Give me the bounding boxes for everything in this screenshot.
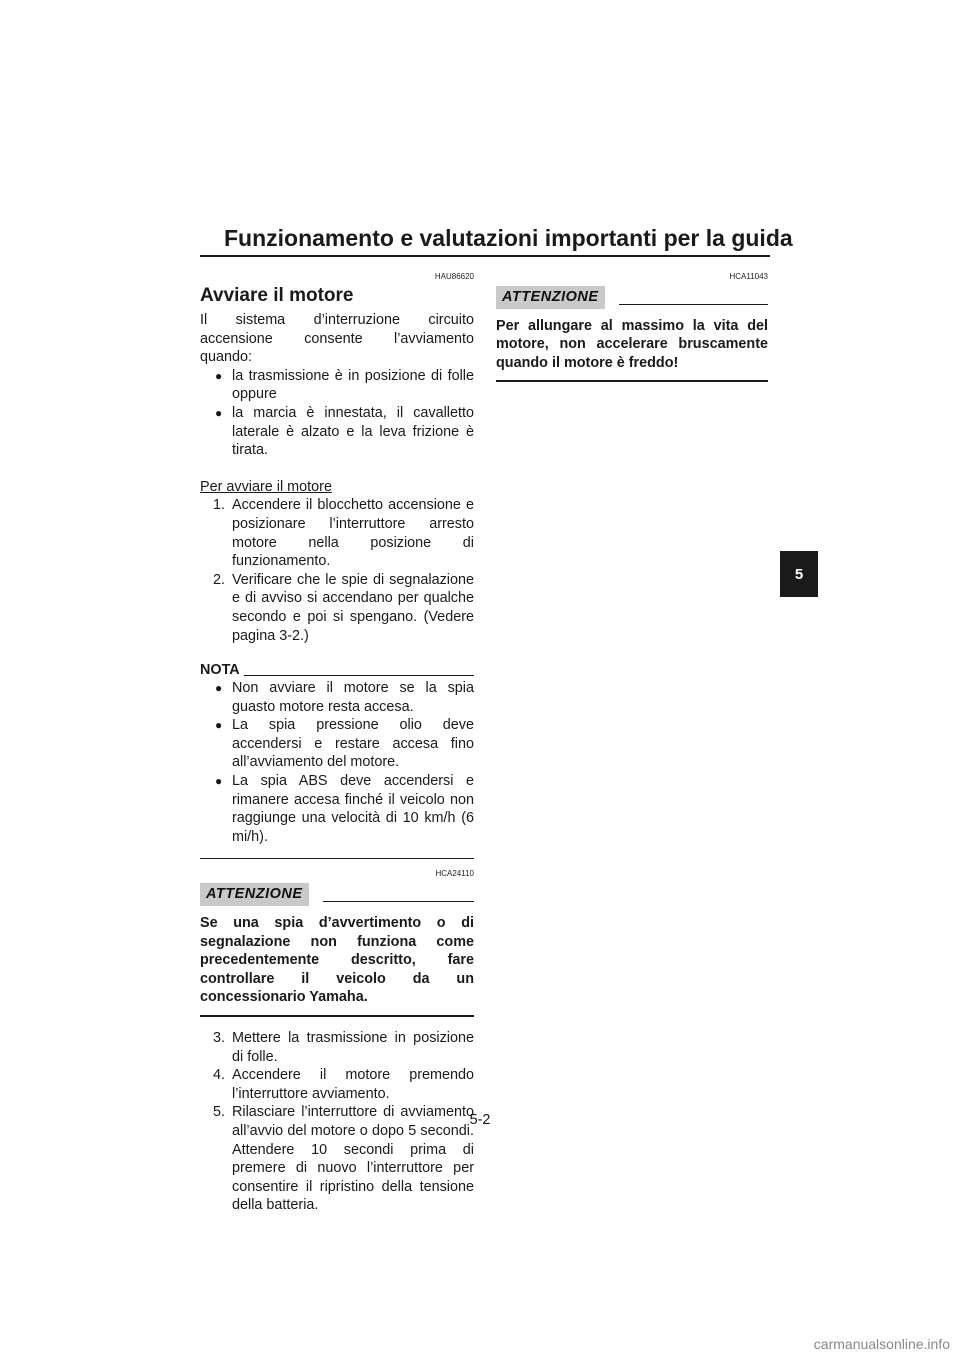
procedure-heading: Per avviare il motore xyxy=(200,478,332,495)
caution-code: HCA24110 xyxy=(435,869,474,879)
nota-label: NOTA xyxy=(200,662,240,679)
section-title: Avviare il motore xyxy=(200,285,354,306)
list-item xyxy=(200,772,474,846)
caution-text: Per allungare al massimo la vita del motore, non accelerare bruscamente quando il motore è freddo! xyxy=(496,317,768,371)
caution-header xyxy=(200,883,474,906)
right-column xyxy=(496,270,768,382)
bullet-icon: ● xyxy=(215,368,223,383)
step-text: Rilasciare l’interruttore di avviamento all’avvio del motore o dopo 5 secondi. Attendere 10 secondi prima di premere di nuovo l’interruttore per consentire il ripristino della tensione della batteria. xyxy=(232,1104,474,1214)
caution-header xyxy=(496,286,768,309)
list-item xyxy=(200,367,474,404)
bullet-icon: ● xyxy=(215,681,223,696)
steps-list-a xyxy=(200,496,474,645)
page-number: 5-2 xyxy=(469,1112,491,1128)
list-item-text: Non avviare il motore se la spia guasto motore resta accesa. xyxy=(232,680,474,715)
caution-label: ATTENZIONE xyxy=(496,286,605,309)
bullet-icon: ● xyxy=(215,718,223,733)
nota-end-rule xyxy=(200,858,474,859)
bullet-icon: ● xyxy=(215,405,223,420)
nota-list xyxy=(200,679,474,846)
list-item xyxy=(200,679,474,716)
nota-header xyxy=(200,661,474,679)
list-item-text: la marcia è innestata, il cavalletto laterale è alzato e la leva frizione è tirata. xyxy=(232,404,474,459)
step-number: 1. xyxy=(213,497,226,514)
nota-rule xyxy=(244,675,474,676)
caution-rule-top xyxy=(323,901,474,902)
caution-text: Se una spia d’avvertimento o di segnalazione non funziona come precedentemente descritto, fare controllare il veicolo da un concessionario Yamaha. xyxy=(200,915,474,1006)
step-number: 5. xyxy=(213,1104,226,1121)
caution-code: HCA11043 xyxy=(729,272,768,281)
caution-rule-bottom xyxy=(496,380,768,382)
chapter-tab: 5 xyxy=(780,551,818,597)
watermark: carmanualsonline.info xyxy=(813,1336,950,1352)
header-rule xyxy=(200,255,770,257)
section-code: HAU86620 xyxy=(434,272,474,281)
list-item-text: La spia ABS deve accendersi e rimanere accesa finché il veicolo non raggiunge una velocità di 10 km/h (6 mi/h). xyxy=(232,773,474,845)
condition-list xyxy=(200,367,474,460)
caution-label: ATTENZIONE xyxy=(200,883,309,906)
list-item xyxy=(200,404,474,460)
left-column xyxy=(200,270,474,1215)
step-number: 2. xyxy=(213,571,226,588)
step-item xyxy=(200,1103,474,1215)
steps-list-b xyxy=(200,1029,474,1215)
step-item xyxy=(200,1066,474,1103)
step-number: 3. xyxy=(213,1030,226,1046)
list-item-text: La spia pressione olio deve accendersi e restare accesa fino all’avviamento del motore. xyxy=(232,717,474,771)
intro-paragraph: Il sistema d’interruzione circuito accensione consente l’avviamento quando: xyxy=(200,312,474,366)
step-item xyxy=(200,1029,474,1066)
list-item xyxy=(200,716,474,772)
step-text: Mettere la trasmissione in posizione di folle. xyxy=(232,1030,474,1065)
page-header-title: Funzionamento e valutazioni importanti per la guida xyxy=(224,225,793,251)
step-text: Accendere il motore premendo l’interruttore avviamento. xyxy=(232,1067,474,1102)
step-number: 4. xyxy=(213,1067,226,1084)
caution-rule-top xyxy=(619,304,768,305)
caution-rule-bottom xyxy=(200,1015,474,1017)
step-text: Verificare che le spie di segnalazione e di avviso si accendano per qualche secondo e poi si spengano. (Vedere pagina 3-2.) xyxy=(232,571,474,644)
bullet-icon: ● xyxy=(215,774,223,789)
step-item xyxy=(200,571,474,645)
step-text: Accendere il blocchetto accensione e posizionare l’interruttore arresto motore nella posizione di funzionamento. xyxy=(232,497,474,570)
step-item xyxy=(200,496,474,570)
list-item-text: la trasmissione è in posizione di folle oppure xyxy=(232,367,474,403)
